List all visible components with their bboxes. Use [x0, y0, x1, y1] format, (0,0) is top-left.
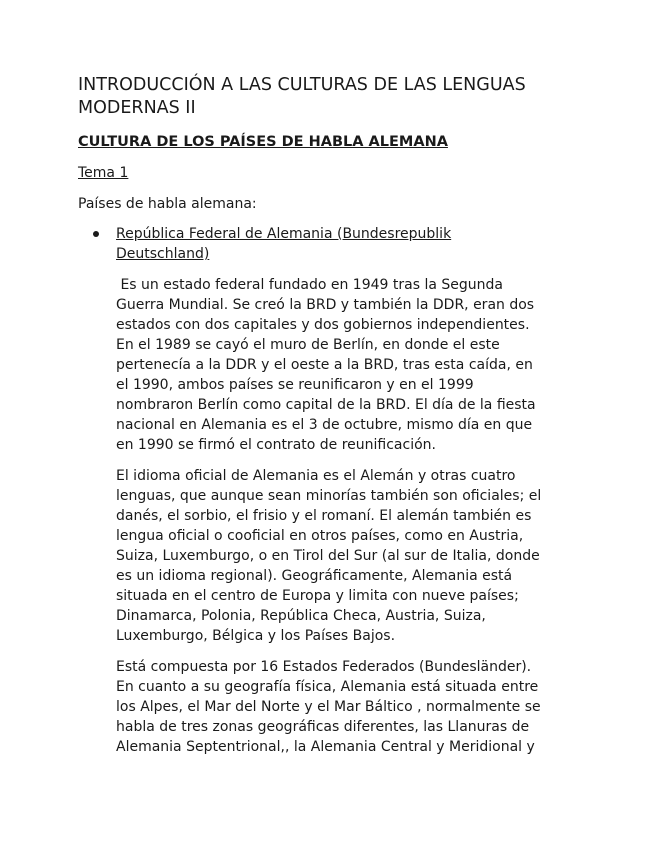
bullet-item-line-2: Deutschland) — [116, 246, 210, 262]
paragraph-history — [116, 275, 576, 455]
paragraph-line: Alemania Septentrional,, la Alemania Central y Meridional y — [116, 739, 535, 755]
bullet-item-line-1: República Federal de Alemania (Bundesrepublik — [116, 226, 452, 242]
bullet-marker — [93, 231, 99, 237]
paragraph-line: Suiza, Luxemburgo, o en Tirol del Sur (al sur de Italia, donde — [116, 548, 540, 564]
document-title — [78, 74, 598, 120]
paragraph-line: situada en el centro de Europa y limita con nueve países; — [116, 588, 519, 604]
paragraph-line: nacional en Alemania es el 3 de octubre, mismo día en que — [116, 417, 533, 433]
paragraph-line: lengua oficial o cooficial en otros países, como en Austria, — [116, 528, 524, 544]
paragraph-line: es un idioma regional). Geográficamente, Alemania está — [116, 568, 513, 584]
paragraph-line: El idioma oficial de Alemania es el Alemán y otras cuatro — [116, 468, 516, 484]
paragraph-line: en 1990 se firmó el contrato de reunificación. — [116, 437, 436, 453]
paragraph-line: pertenecía a la DDR y el oeste a la BRD, tras esta caída, en — [116, 357, 533, 373]
paragraph-line: Dinamarca, Polonia, República Checa, Austria, Suiza, — [116, 608, 486, 624]
paragraph-line: En cuanto a su geografía física, Alemania está situada entre — [116, 679, 539, 695]
paragraph-line: habla de tres zonas geográficas diferentes, las Llanuras de — [116, 719, 530, 735]
document-title-line-2: MODERNAS II — [78, 98, 196, 118]
paragraph-line: Está compuesta por 16 Estados Federados (Bundesländer). — [116, 659, 532, 675]
intro-text: Países de habla alemana: — [78, 196, 257, 212]
paragraph-line: Luxemburgo, Bélgica y los Países Bajos. — [116, 628, 396, 644]
paragraph-line: lenguas, que aunque sean minorías también son oficiales; el — [116, 488, 542, 504]
document-subtitle: CULTURA DE LOS PAÍSES DE HABLA ALEMANA — [78, 134, 448, 150]
paragraph-line: Es un estado federal fundado en 1949 tras la Segunda — [116, 277, 503, 293]
paragraph-line: los Alpes, el Mar del Norte y el Mar Báltico , normalmente se — [116, 699, 541, 715]
paragraph-language — [116, 466, 576, 646]
paragraph-line: estados con dos capitales y dos gobiernos independientes. — [116, 317, 530, 333]
paragraph-line: nombraron Berlín como capital de la BRD. El día de la fiesta — [116, 397, 536, 413]
paragraph-line: Guerra Mundial. Se creó la BRD y también la DDR, eran dos — [116, 297, 535, 313]
paragraph-line: el 1990, ambos países se reunificaron y en el 1999 — [116, 377, 474, 393]
paragraph-line: danés, el sorbio, el frisio y el romaní. El alemán también es — [116, 508, 532, 524]
bullet-item-germany — [116, 224, 496, 264]
paragraph-line: En el 1989 se cayó el muro de Berlín, en donde el este — [116, 337, 500, 353]
document-title-line-1: INTRODUCCIÓN A LAS CULTURAS DE LAS LENGUAS — [78, 75, 526, 95]
tema-heading: Tema 1 — [78, 165, 129, 181]
paragraph-geography — [116, 657, 576, 757]
